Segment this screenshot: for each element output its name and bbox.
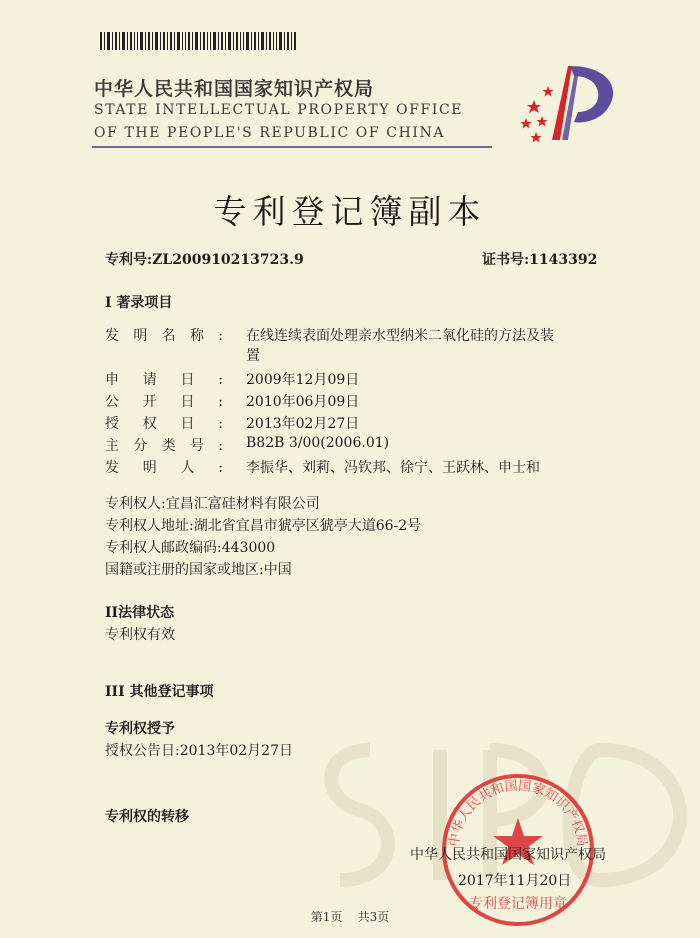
field-value-title: 在线连续表面处理亲水型纳米二氧化硅的方法及装	[246, 328, 554, 344]
field-value-classification: B82B 3/00(2006.01)	[246, 435, 390, 451]
office-name-en-line1: STATE INTELLECTUAL PROPERTY OFFICE	[94, 102, 464, 118]
field-label-classification: 主分类号:	[105, 438, 223, 454]
field-value-publication-date: 2010年06月09日	[246, 394, 360, 410]
legal-status: 专利权有效	[105, 627, 175, 643]
header-divider	[92, 146, 492, 148]
field-label-grant-date: 授权日:	[105, 416, 223, 432]
office-name-cn: 中华人民共和国国家知识产权局	[94, 78, 375, 100]
field-value-application-date: 2009年12月09日	[246, 372, 360, 388]
section-1-heading: I 著录项目	[105, 295, 173, 311]
field-label-publication-date: 公开日:	[105, 394, 223, 410]
office-name-en-line2: OF THE PEOPLE'S REPUBLIC OF CHINA	[94, 125, 446, 141]
grant-heading: 专利权授予	[105, 721, 175, 737]
issuer-name: 中华人民共和国国家知识产权局	[410, 847, 606, 863]
holder-country: 国籍或注册的国家或地区:中国	[105, 562, 292, 578]
seal-center-text: 专利登记簿用章	[469, 896, 567, 912]
field-label-title: 发明名称:	[105, 328, 223, 344]
transfer-heading: 专利权的转移	[105, 809, 189, 825]
patent-holder-address: 专利权人地址:湖北省宜昌市猇亭区猇亭大道66-2号	[105, 518, 422, 534]
seal-ring-text: 中华人民共和国国家知识产权局	[446, 778, 590, 848]
patent-number: 专利号:ZL200910213723.9	[105, 252, 304, 268]
field-label-inventors: 发明人:	[105, 460, 223, 476]
patent-holder-postcode: 专利权人邮政编码:443000	[105, 540, 276, 556]
field-value-grant-date: 2013年02月27日	[246, 416, 360, 432]
field-value-inventors: 李振华、刘莉、冯钦邦、徐宁、王跃林、申士和	[246, 460, 540, 476]
issue-date: 2017年11月20日	[458, 873, 572, 889]
field-value-title-cont: 置	[246, 348, 260, 364]
section-2-heading: II法律状态	[105, 605, 175, 621]
document-title: 专利登记簿副本	[213, 192, 487, 231]
barcode	[100, 32, 296, 50]
certificate-number: 证书号:1143392	[482, 252, 598, 268]
page-footer	[0, 908, 700, 925]
sipo-logo-icon	[512, 52, 622, 152]
patent-holder: 专利权人:宜昌汇富硅材料有限公司	[105, 496, 320, 512]
page-total: 共3页	[357, 910, 390, 924]
section-3-heading: III 其他登记事项	[105, 684, 214, 700]
grant-announcement-date: 授权公告日:2013年02月27日	[105, 743, 293, 759]
field-label-application-date: 申请日:	[105, 372, 223, 388]
page-number: 第1页	[310, 910, 343, 924]
